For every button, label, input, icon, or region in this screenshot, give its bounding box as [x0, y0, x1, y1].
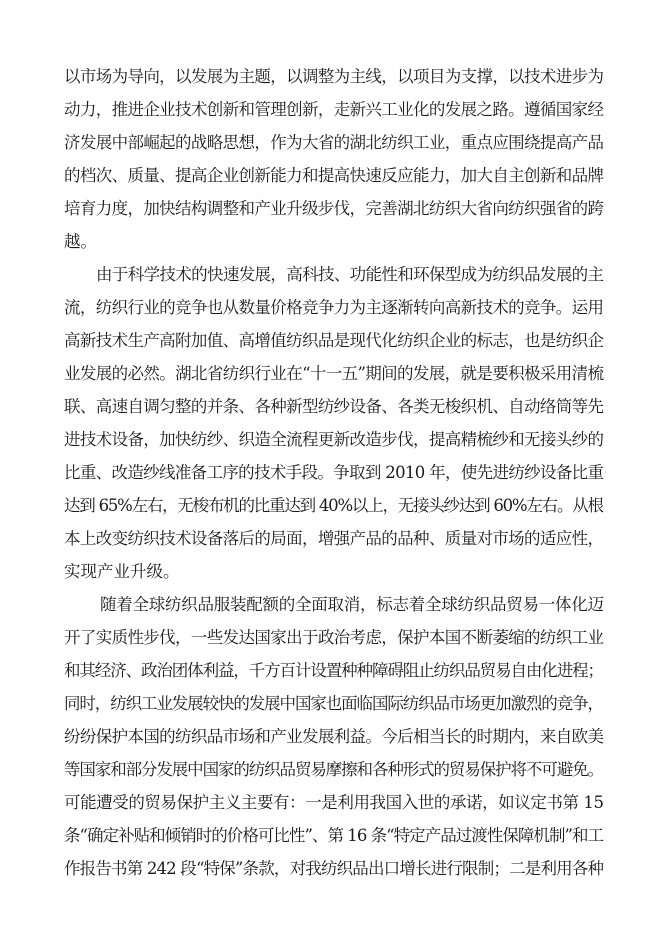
text-line: 本上改变纺织技术设备落后的局面，增强产品的品种、质量对市场的适应性，	[64, 529, 604, 548]
text-line: 培育力度，加快结构调整和产业升级步伐，完善湖北纺织大省向纺织强省的跨	[64, 199, 604, 218]
text-line-indented: 由于科学技术的快速发展，高科技、功能性和环保型成为纺织品发展的主	[96, 265, 604, 284]
text-line: 动力，推进企业技术创新和管理创新，走新兴工业化的发展之路。遵循国家经	[64, 100, 604, 119]
text-line: 作报告书第 242 段“特保”条款，对我纺织品出口增长进行限制；二是利用各种	[64, 859, 604, 878]
text-line: 业发展的必然。湖北省纺织行业在“十一五”期间的发展，就是要积极采用清梳	[64, 364, 604, 383]
text-line: 流，纺织行业的竞争也从数量价格竞争力为主逐渐转向高新技术的竞争。运用	[64, 298, 604, 317]
text-line: 纷纷保护本国的纺织品市场和产业发展利益。今后相当长的时期内，来自欧美	[64, 727, 604, 746]
text-line: 实现产业升级。	[64, 562, 180, 581]
text-line-indented: 随着全球纺织品服装配额的全面取消，标志着全球纺织品贸易一体化迈	[100, 595, 604, 614]
text-line: 可能遭受的贸易保护主义主要有：一是利用我国入世的承诺，如议定书第 15	[64, 793, 604, 812]
text-line: 联、高速自调匀整的并条、各种新型纺纱设备、各类无梭织机、自动络筒等先	[64, 397, 604, 416]
text-line: 和其经济、政治团体利益，千方百计设置种种障碍阻止纺织品贸易自由化进程；	[64, 661, 603, 680]
text-line: 以市场为导向，以发展为主题，以调整为主线，以项目为支撑，以技术进步为	[64, 67, 604, 86]
text-line: 高新技术生产高附加值、高增值纺织品是现代化纺织企业的标志，也是纺织企	[64, 331, 604, 350]
text-line: 等国家和部分发展中国家的纺织品贸易摩擦和各种形式的贸易保护将不可避免。	[64, 760, 603, 779]
text-line: 进技术设备，加快纺纱、织造全流程更新改造步伐，提高精梳纱和无接头纱的	[64, 430, 604, 449]
text-line: 越。	[64, 232, 97, 251]
text-line: 条“确定补贴和倾销时的价格可比性”、第 16 条“特定产品过渡性保障机制”和工	[64, 826, 604, 845]
text-line: 达到 65%左右，无梭布机的比重达到 40%以上，无接头纱达到 60%左右。从根	[64, 496, 603, 515]
text-line: 同时，纺织工业发展较快的发展中国家也面临国际纺织品市场更加激烈的竞争，	[64, 694, 603, 713]
text-line: 的档次、质量、提高企业创新能力和提高快速反应能力，加大自主创新和品牌	[64, 166, 604, 185]
text-line: 济发展中部崛起的战略思想，作为大省的湖北纺织工业，重点应围绕提高产品	[64, 133, 604, 152]
text-line: 比重、改造纱线准备工序的技术手段。争取到 2010 年，使先进纺纱设备比重	[64, 463, 604, 482]
text-line: 开了实质性步伐，一些发达国家出于政治考虑，保护本国不断萎缩的纺织工业	[64, 628, 604, 647]
